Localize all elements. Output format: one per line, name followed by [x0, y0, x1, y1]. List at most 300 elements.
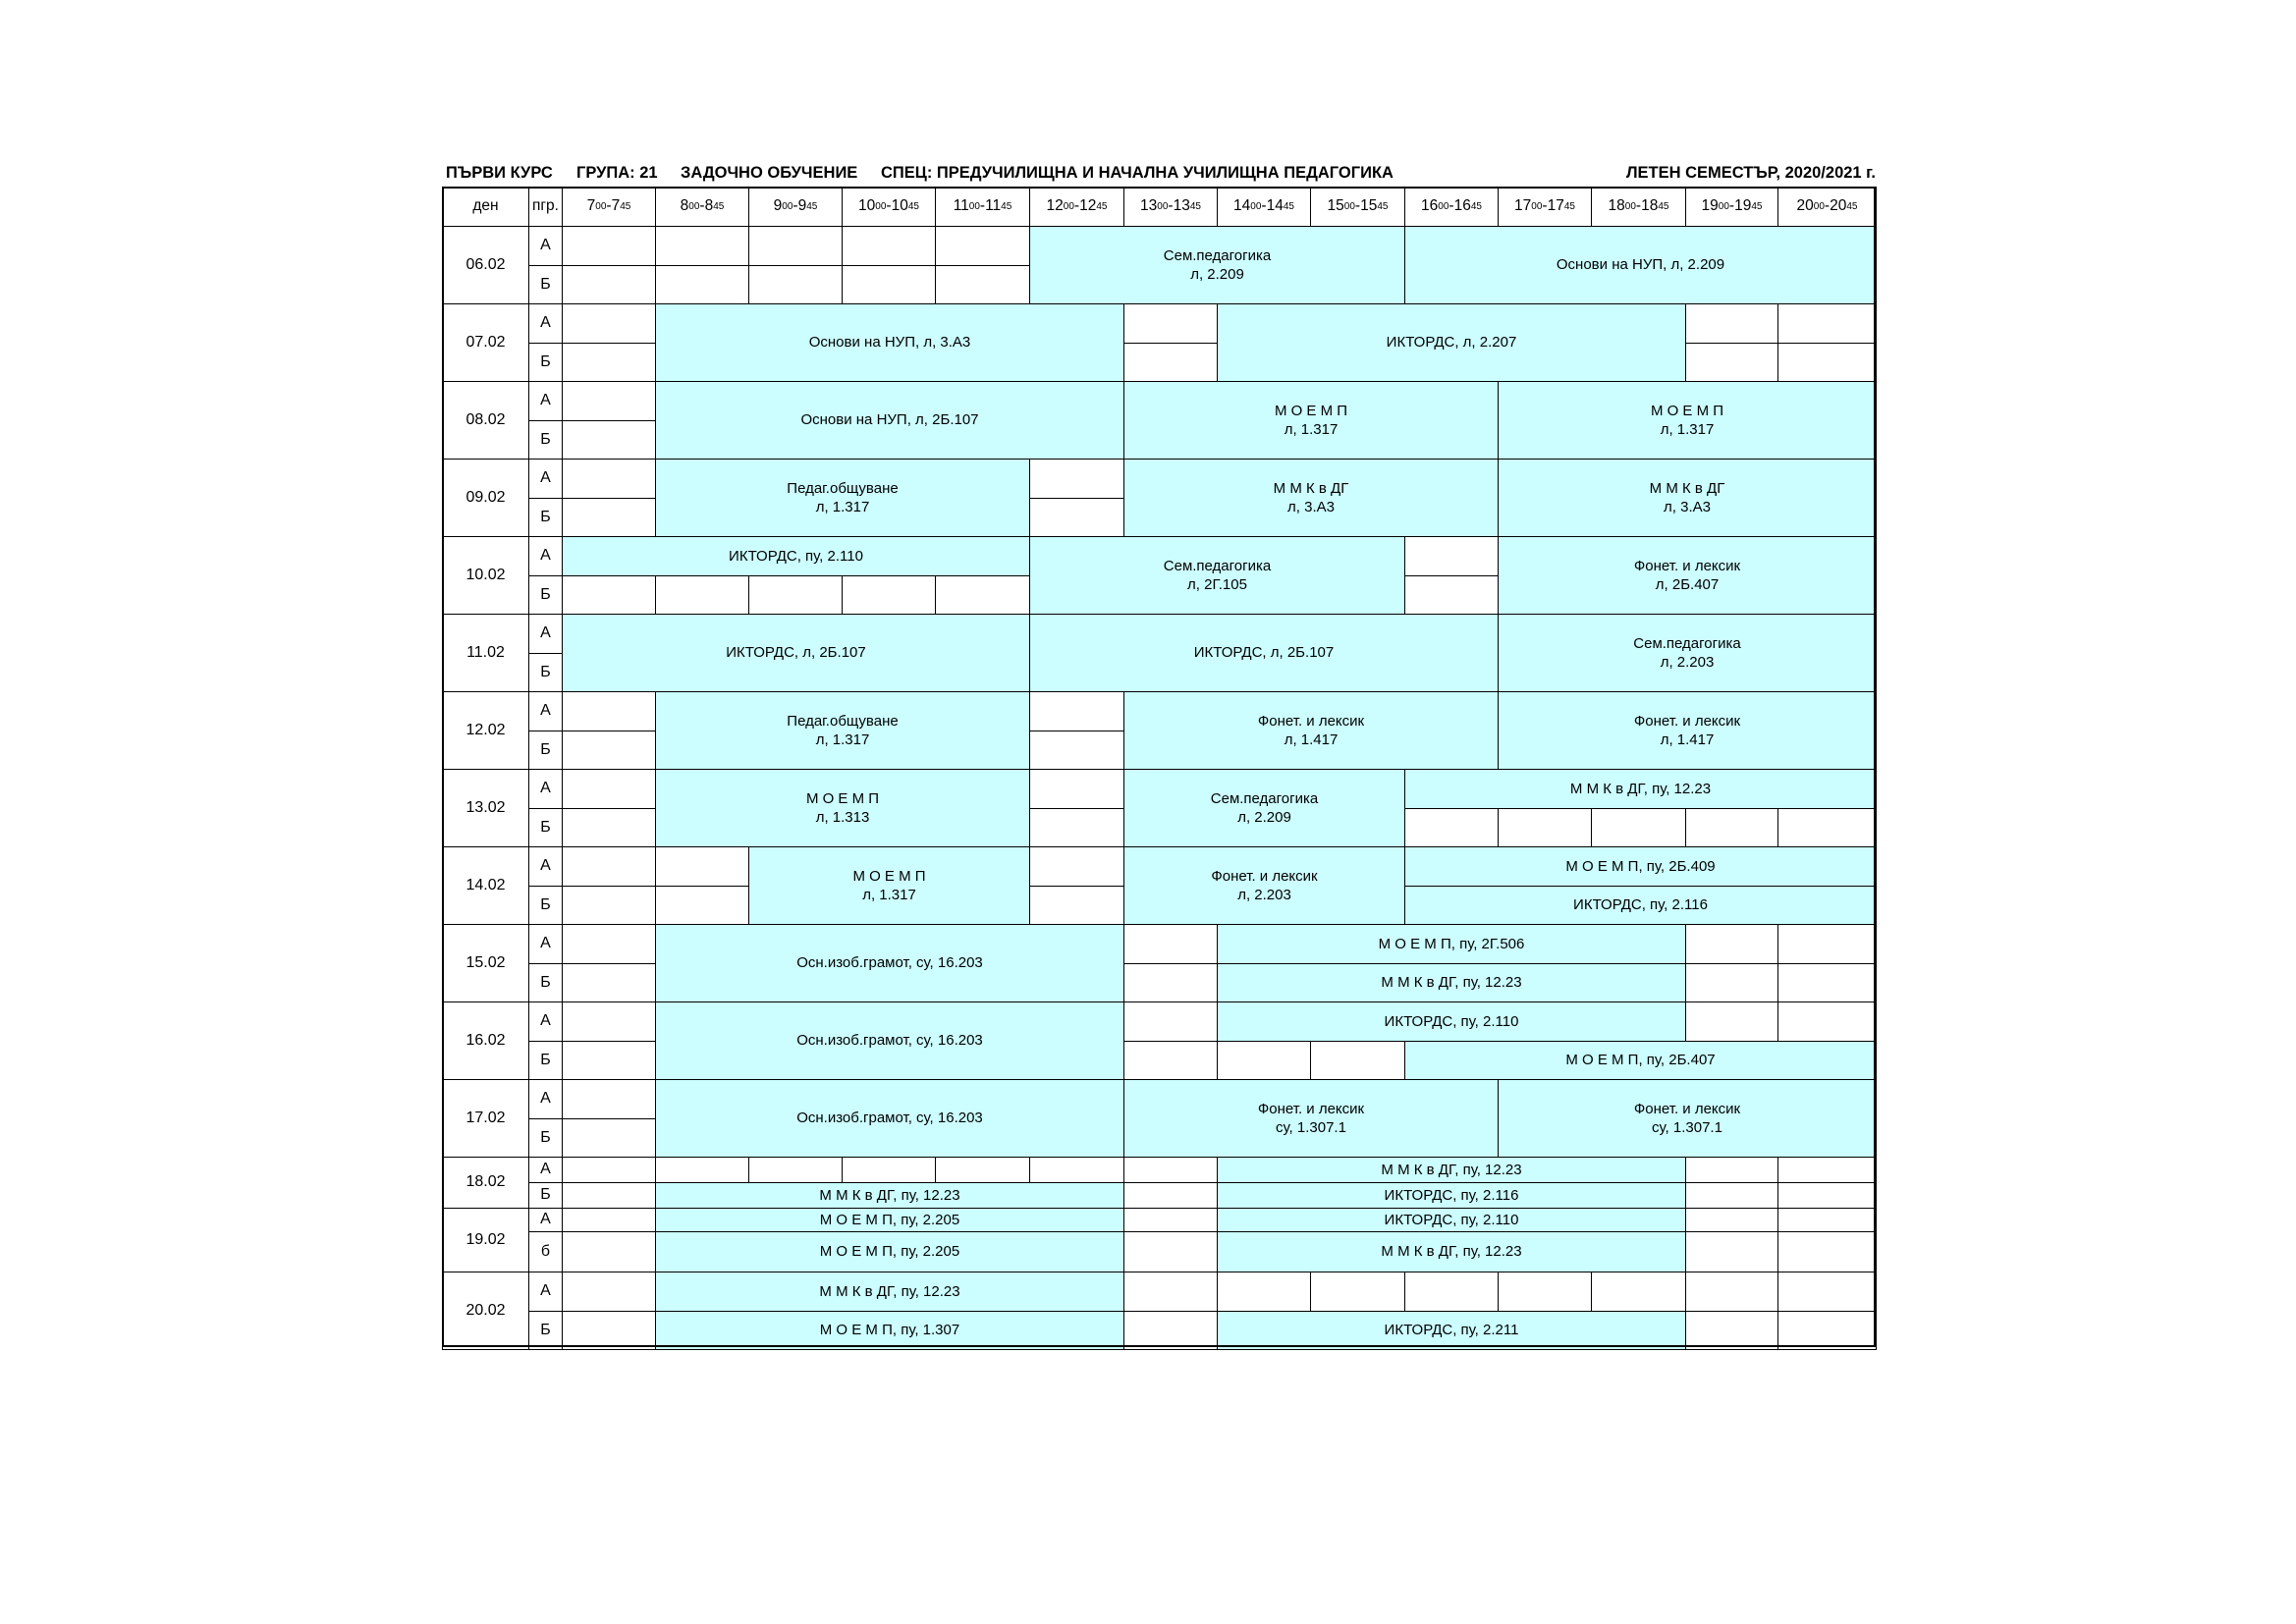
subgroup-b-label: Б [528, 653, 563, 692]
empty-slot-cell [1685, 924, 1778, 964]
empty-slot-cell [1123, 1272, 1218, 1312]
time-slot-part: 10 [858, 197, 876, 215]
empty-slot-cell [1685, 1272, 1778, 1312]
time-slot-part: 7 [611, 197, 621, 215]
time-slot-part: - [1824, 197, 1831, 215]
empty-slot-cell [1310, 1041, 1405, 1080]
empty-slot-cell [562, 1079, 656, 1119]
class-block[interactable] [1404, 769, 1877, 809]
empty-slot-cell [562, 1001, 656, 1042]
class-title: М М К в ДГ [1649, 479, 1725, 497]
class-title: ИКТОРДС, пу, 2.110 [1384, 1012, 1519, 1030]
empty-slot-cell [562, 226, 656, 266]
class-block[interactable] [562, 536, 1030, 576]
time-slot-part: 19 [1734, 197, 1752, 215]
class-block[interactable] [1498, 536, 1877, 615]
empty-slot-cell [1029, 691, 1124, 731]
day-date-cell: 11.02 [442, 614, 529, 692]
empty-slot-cell [562, 1231, 656, 1272]
class-block[interactable] [1404, 846, 1877, 887]
empty-slot-cell [655, 265, 749, 304]
class-block[interactable] [1217, 1208, 1686, 1232]
time-slot-part: - [1635, 197, 1642, 215]
empty-slot-cell [1029, 498, 1124, 537]
day-date-cell: 15.02 [442, 924, 529, 1002]
subgroup-b-label: б [528, 1231, 563, 1272]
empty-slot-cell [1777, 924, 1877, 964]
empty-slot-cell [562, 575, 656, 615]
empty-slot-cell [562, 1157, 656, 1183]
time-slot-part: 18 [1641, 197, 1659, 215]
empty-slot-cell [1685, 1157, 1778, 1183]
class-room: л, 3.А3 [1287, 499, 1335, 515]
empty-slot-cell [1123, 1001, 1218, 1042]
empty-slot-cell [748, 575, 843, 615]
empty-slot-cell [562, 886, 656, 925]
class-block[interactable] [655, 1182, 1124, 1209]
day-date-cell: 17.02 [442, 1079, 529, 1158]
subgroup-a-label: А [528, 1079, 563, 1119]
class-block[interactable] [1404, 226, 1877, 304]
subgroup-b-label: Б [528, 1041, 563, 1080]
subgroup-b-label: Б [528, 265, 563, 304]
subgroup-a-label: А [528, 846, 563, 887]
empty-slot-cell [1029, 769, 1124, 809]
class-title: Фонет. и лексик [1633, 557, 1741, 574]
subgroup-a-label: А [528, 1001, 563, 1042]
class-title: М О Е М П, пу, 1.307 [819, 1322, 960, 1339]
empty-slot-cell [748, 265, 843, 304]
time-slot-part: 17 [1514, 197, 1532, 215]
empty-slot-cell [1123, 1041, 1218, 1080]
day-date-cell: 19.02 [442, 1208, 529, 1272]
day-date-cell: 16.02 [442, 1001, 529, 1080]
empty-slot-cell [935, 226, 1030, 266]
empty-slot-cell [562, 1311, 656, 1350]
empty-slot-cell [842, 575, 936, 615]
empty-slot-cell [562, 343, 656, 382]
subgroup-a-label: А [528, 1157, 563, 1183]
class-block[interactable] [1217, 1311, 1686, 1350]
empty-slot-cell [1685, 303, 1778, 344]
empty-slot-cell [1777, 1208, 1877, 1232]
class-block[interactable] [1404, 886, 1877, 925]
time-slot-part: 12 [1079, 197, 1097, 215]
empty-slot-cell [1685, 963, 1778, 1002]
subgroup-a-label: А [528, 1272, 563, 1312]
subgroup-b-label: Б [528, 420, 563, 460]
day-date-cell: 14.02 [442, 846, 529, 925]
empty-slot-cell [562, 303, 656, 344]
day-date-cell: 06.02 [442, 226, 529, 304]
class-title: Педаг.общуване [787, 712, 899, 730]
time-slot-part: 13 [1140, 197, 1158, 215]
empty-slot-cell [1777, 343, 1877, 382]
empty-slot-cell [562, 846, 656, 887]
class-title: Сем.педагогика [1163, 246, 1272, 264]
empty-slot-cell [1217, 1041, 1311, 1080]
class-block[interactable] [1498, 614, 1877, 692]
time-slot-part: 7 [586, 197, 596, 215]
class-room: л, 1.317 [1660, 421, 1715, 438]
empty-slot-cell [1498, 1272, 1592, 1312]
group-label: ГРУПА: 21 [576, 164, 658, 182]
empty-slot-cell [1777, 1311, 1877, 1350]
class-block[interactable] [655, 1001, 1124, 1080]
class-block[interactable] [1123, 459, 1499, 537]
class-title: Осн.изоб.грамот, су, 16.203 [796, 1110, 983, 1127]
class-room: л, 1.417 [1660, 731, 1715, 748]
time-slot-part: - [1168, 197, 1174, 215]
class-block[interactable] [1123, 1079, 1499, 1158]
course-label: ПЪРВИ КУРС [446, 164, 553, 182]
class-title: М О Е М П, пу, 2.205 [819, 1211, 960, 1228]
class-block[interactable] [1498, 1079, 1877, 1158]
time-slot-part: 15 [1360, 197, 1378, 215]
class-title: М О Е М П [805, 789, 880, 807]
class-block[interactable] [655, 1208, 1124, 1232]
class-block[interactable] [655, 1079, 1124, 1158]
class-block[interactable] [1029, 226, 1405, 304]
time-slot-part: - [1449, 197, 1454, 215]
class-title: ИКТОРДС, пу, 2.116 [1384, 1186, 1519, 1204]
class-block[interactable] [655, 303, 1124, 382]
time-slot-header: 18 00 - 18 45 [1591, 187, 1686, 227]
class-room: су, 1.307.1 [1276, 1119, 1346, 1136]
time-slot-part: - [1261, 197, 1267, 215]
empty-slot-cell [1498, 808, 1592, 847]
subgroup-b-label: Б [528, 808, 563, 847]
class-title: Осн.изоб.грамот, су, 16.203 [796, 1032, 983, 1050]
subgroup-b-label: Б [528, 343, 563, 382]
column-header-subgroup: пгр. [528, 187, 563, 227]
empty-slot-cell [562, 769, 656, 809]
time-slot-part: 9 [797, 197, 807, 215]
class-block[interactable] [1029, 614, 1499, 692]
class-block[interactable] [655, 691, 1030, 770]
time-slot-header: 7 00 - 7 45 [562, 187, 656, 227]
empty-slot-cell [562, 1272, 656, 1312]
empty-slot-cell [935, 1157, 1030, 1183]
empty-slot-cell [1685, 1182, 1778, 1209]
time-slot-header: 15 00 - 15 45 [1310, 187, 1405, 227]
class-title: М О Е М П [1274, 402, 1348, 419]
empty-slot-cell [842, 265, 936, 304]
empty-slot-cell [562, 963, 656, 1002]
empty-slot-cell [1404, 575, 1499, 615]
class-room: л, 1.417 [1284, 731, 1339, 748]
class-title: М М К в ДГ, пу, 12.23 [1381, 1161, 1522, 1178]
empty-slot-cell [1777, 1001, 1877, 1042]
class-title: ИКТОРДС, пу, 2.116 [1573, 896, 1708, 914]
empty-slot-cell [1591, 808, 1686, 847]
empty-slot-cell [562, 1182, 656, 1209]
time-slot-part: 17 [1547, 197, 1564, 215]
empty-slot-cell [1029, 731, 1124, 770]
time-slot-header: 20 00 - 20 45 [1777, 187, 1877, 227]
class-title: М О Е М П [852, 867, 926, 885]
subgroup-a-label: А [528, 769, 563, 809]
class-room: л, 2Г.105 [1187, 576, 1247, 593]
class-title: Осн.изоб.грамот, су, 16.203 [796, 954, 983, 972]
class-block[interactable] [655, 1231, 1124, 1272]
time-slot-header: 9 00 - 9 45 [748, 187, 843, 227]
empty-slot-cell [842, 226, 936, 266]
time-slot-part: - [1073, 197, 1080, 215]
class-block[interactable] [748, 846, 1030, 925]
subgroup-b-label: Б [528, 886, 563, 925]
time-slot-part: 11 [985, 197, 1002, 215]
empty-slot-cell [1123, 924, 1218, 964]
time-slot-part: - [699, 197, 705, 215]
class-block[interactable] [562, 614, 1030, 692]
subgroup-a-label: А [528, 614, 563, 654]
empty-slot-cell [1029, 808, 1124, 847]
class-title: Основи на НУП, л, 3.А3 [808, 334, 971, 352]
time-slot-part: 20 [1796, 197, 1814, 215]
class-block[interactable] [1498, 691, 1877, 770]
class-title: Фонет. и лексик [1211, 867, 1318, 885]
class-room: л, 2.203 [1660, 654, 1715, 671]
empty-slot-cell [562, 381, 656, 421]
class-room: л, 1.317 [1284, 421, 1339, 438]
class-block[interactable] [655, 459, 1030, 537]
class-block[interactable] [1123, 691, 1499, 770]
time-slot-part: - [1728, 197, 1735, 215]
empty-slot-cell [1123, 1208, 1218, 1232]
day-date-cell: 13.02 [442, 769, 529, 847]
empty-slot-cell [1217, 1272, 1311, 1312]
schedule-header [442, 162, 1876, 186]
empty-slot-cell [1777, 1231, 1877, 1272]
time-slot-part: 15 [1327, 197, 1344, 215]
class-room: л, 1.317 [815, 499, 870, 515]
time-slot-part: 13 [1173, 197, 1190, 215]
class-block[interactable] [1217, 963, 1686, 1002]
empty-slot-cell [1404, 536, 1499, 576]
empty-slot-cell [562, 808, 656, 847]
empty-slot-cell [1123, 303, 1218, 344]
class-room: л, 1.317 [862, 887, 916, 903]
empty-slot-cell [1685, 808, 1778, 847]
schedule-grid [442, 187, 1876, 1347]
time-slot-header: 14 00 - 14 45 [1217, 187, 1311, 227]
class-block[interactable] [1217, 303, 1686, 382]
time-slot-header: 17 00 - 17 45 [1498, 187, 1592, 227]
class-title: М М К в ДГ, пу, 12.23 [1569, 780, 1712, 797]
time-slot-part: - [886, 197, 892, 215]
class-block[interactable] [1404, 1041, 1877, 1080]
study-form-label: ЗАДОЧНО ОБУЧЕНИЕ [681, 164, 858, 182]
empty-slot-cell [935, 575, 1030, 615]
empty-slot-cell [1685, 1311, 1778, 1350]
subgroup-b-label: Б [528, 498, 563, 537]
empty-slot-cell [1029, 459, 1124, 499]
class-room: л, 1.313 [815, 809, 870, 826]
class-title: М М К в ДГ [1273, 479, 1349, 497]
time-slot-part: 12 [1046, 197, 1064, 215]
empty-slot-cell [1029, 886, 1124, 925]
subgroup-a-label: А [528, 381, 563, 421]
empty-slot-cell [1777, 1157, 1877, 1183]
time-slot-header: 8 00 - 8 45 [655, 187, 749, 227]
time-slot-part: - [606, 197, 612, 215]
subgroup-b-label: Б [528, 1182, 563, 1209]
empty-slot-cell [655, 886, 749, 925]
empty-slot-cell [1123, 1231, 1218, 1272]
empty-slot-cell [655, 575, 749, 615]
class-block[interactable] [1217, 1001, 1686, 1042]
class-block[interactable] [1498, 459, 1877, 537]
empty-slot-cell [562, 731, 656, 770]
empty-slot-cell [1123, 343, 1218, 382]
column-header-day: ден [442, 187, 529, 227]
class-room: л, 2Б.407 [1655, 576, 1720, 593]
empty-slot-cell [1777, 1272, 1877, 1312]
class-title: ИКТОРДС, пу, 2.211 [1384, 1322, 1519, 1339]
class-title: М М К в ДГ, пу, 12.23 [1381, 974, 1522, 992]
class-block[interactable] [1217, 1182, 1686, 1209]
empty-slot-cell [1777, 808, 1877, 847]
empty-slot-cell [1777, 1182, 1877, 1209]
empty-slot-cell [1591, 1272, 1686, 1312]
subgroup-a-label: А [528, 303, 563, 344]
class-block[interactable] [655, 1311, 1124, 1350]
subgroup-a-label: А [528, 536, 563, 576]
time-slot-part: 9 [773, 197, 783, 215]
time-slot-part: - [793, 197, 798, 215]
class-block[interactable] [1123, 846, 1405, 925]
time-slot-header: 12 00 - 12 45 [1029, 187, 1124, 227]
specialty-label: СПЕЦ: ПРЕДУЧИЛИЩНА И НАЧАЛНА УЧИЛИЩНА ПЕДАГОГИКА [881, 164, 1394, 182]
subgroup-b-label: Б [528, 1311, 563, 1350]
time-slot-part: - [1354, 197, 1361, 215]
class-block[interactable] [655, 381, 1124, 460]
day-date-cell: 18.02 [442, 1157, 529, 1209]
time-slot-part: 11 [953, 197, 969, 215]
subgroup-a-label: А [528, 226, 563, 266]
empty-slot-cell [1029, 1157, 1124, 1183]
time-slot-header: 10 00 - 10 45 [842, 187, 936, 227]
empty-slot-cell [1685, 343, 1778, 382]
class-block[interactable] [1123, 381, 1499, 460]
class-block[interactable] [1029, 536, 1405, 615]
empty-slot-cell [1685, 1208, 1778, 1232]
time-slot-part: 20 [1830, 197, 1847, 215]
time-slot-part: 16 [1421, 197, 1439, 215]
subgroup-b-label: Б [528, 575, 563, 615]
empty-slot-cell [1029, 846, 1124, 887]
empty-slot-cell [1310, 1272, 1405, 1312]
time-slot-header: 19 00 - 19 45 [1685, 187, 1778, 227]
subgroup-b-label: Б [528, 1118, 563, 1158]
class-title: ИКТОРДС, пу, 2.110 [1384, 1211, 1519, 1228]
subgroup-a-label: А [528, 924, 563, 964]
empty-slot-cell [562, 1208, 656, 1232]
time-slot-part: - [979, 197, 986, 215]
time-slot-part: 14 [1266, 197, 1284, 215]
class-title: М М К в ДГ, пу, 12.23 [1381, 1243, 1522, 1261]
class-room: л, 2.209 [1190, 266, 1244, 283]
empty-slot-cell [1404, 1272, 1499, 1312]
class-block[interactable] [655, 924, 1124, 1002]
subgroup-a-label: А [528, 459, 563, 499]
class-title: ИКТОРДС, пу, 2.110 [729, 547, 863, 565]
empty-slot-cell [1123, 1311, 1218, 1350]
day-date-cell: 20.02 [442, 1272, 529, 1350]
empty-slot-cell [562, 420, 656, 460]
class-room: л, 1.317 [815, 731, 870, 748]
class-title: ИКТОРДС, л, 2Б.107 [1193, 644, 1335, 662]
time-slot-header: 11 00 - 11 45 [935, 187, 1030, 227]
class-title: М О Е М П, пу, 2Б.407 [1565, 1052, 1716, 1069]
empty-slot-cell [1404, 808, 1499, 847]
empty-slot-cell [842, 1157, 936, 1183]
empty-slot-cell [655, 226, 749, 266]
class-title: Сем.педагогика [1163, 557, 1272, 574]
class-block[interactable] [1217, 924, 1686, 964]
empty-slot-cell [562, 691, 656, 731]
class-title: Основи на НУП, л, 2Б.107 [800, 411, 979, 429]
subgroup-a-label: А [528, 1208, 563, 1232]
empty-slot-cell [1123, 1157, 1218, 1183]
day-date-cell: 08.02 [442, 381, 529, 460]
class-room: су, 1.307.1 [1652, 1119, 1722, 1136]
empty-slot-cell [1123, 963, 1218, 1002]
class-title: ИКТОРДС, л, 2.207 [1386, 334, 1517, 352]
empty-slot-cell [655, 1157, 749, 1183]
time-slot-header: 16 00 - 16 45 [1404, 187, 1499, 227]
class-block[interactable] [655, 1272, 1124, 1312]
empty-slot-cell [562, 924, 656, 964]
empty-slot-cell [935, 265, 1030, 304]
class-block[interactable] [1217, 1231, 1686, 1272]
class-room: л, 2.203 [1237, 887, 1291, 903]
empty-slot-cell [748, 1157, 843, 1183]
class-block[interactable] [1498, 381, 1877, 460]
class-title: Фонет. и лексик [1633, 712, 1741, 730]
class-title: Сем.педагогика [1633, 634, 1741, 652]
class-title: М О Е М П, пу, 2Б.409 [1565, 857, 1716, 875]
day-date-cell: 07.02 [442, 303, 529, 382]
empty-slot-cell [1123, 1182, 1218, 1209]
day-date-cell: 10.02 [442, 536, 529, 615]
class-title: М О Е М П, пу, 2Г.506 [1378, 935, 1525, 952]
class-title: М М К в ДГ, пу, 12.23 [819, 1186, 960, 1204]
subgroup-b-label: Б [528, 963, 563, 1002]
semester-label: ЛЕТЕН СЕМЕСТЪР, 2020/2021 г. [1625, 164, 1876, 182]
subgroup-b-label: Б [528, 731, 563, 770]
empty-slot-cell [748, 226, 843, 266]
class-title: Фонет. и лексик [1257, 712, 1365, 730]
class-title: Фонет. и лексик [1257, 1100, 1365, 1117]
time-slot-part: 16 [1453, 197, 1471, 215]
class-title: М О Е М П, пу, 2.205 [819, 1243, 960, 1261]
subgroup-a-label: А [528, 691, 563, 731]
day-date-cell: 12.02 [442, 691, 529, 770]
empty-slot-cell [562, 1118, 656, 1158]
empty-slot-cell [655, 846, 749, 887]
time-slot-part: 19 [1701, 197, 1719, 215]
class-title: Педаг.общуване [787, 479, 899, 497]
time-slot-part: - [1542, 197, 1548, 215]
class-block[interactable] [655, 769, 1030, 847]
empty-slot-cell [562, 459, 656, 499]
empty-slot-cell [1777, 963, 1877, 1002]
class-title: М М К в ДГ, пу, 12.23 [819, 1282, 960, 1300]
class-block[interactable] [1123, 769, 1405, 847]
class-block[interactable] [1217, 1157, 1686, 1183]
